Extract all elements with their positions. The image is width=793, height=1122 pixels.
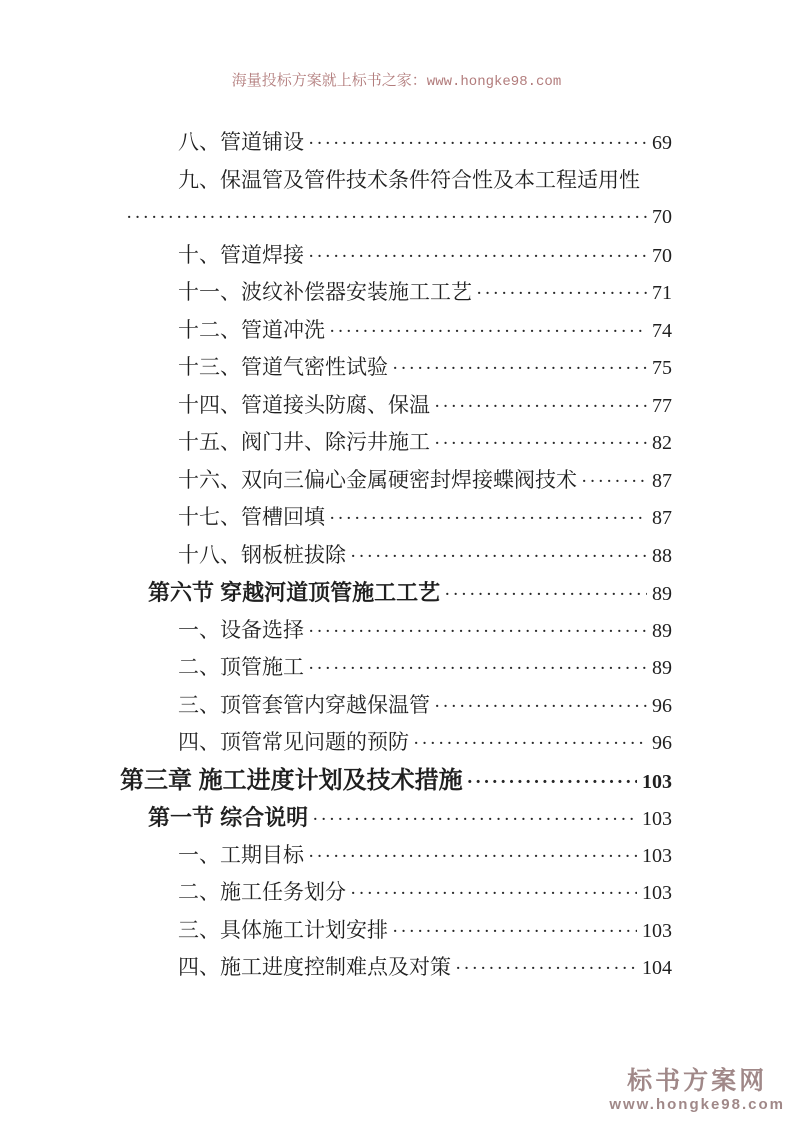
dot-leader xyxy=(434,425,647,464)
dot-leader xyxy=(581,463,647,502)
dot-leader xyxy=(312,801,637,840)
dot-leader xyxy=(308,838,637,877)
toc-page-number: 104 xyxy=(642,957,672,979)
toc-page-number: 89 xyxy=(652,657,672,679)
dot-leader xyxy=(350,538,647,577)
toc-entry xyxy=(120,499,672,537)
toc-entry xyxy=(120,537,672,575)
toc-entry-title: 十三、管道气密性试验 xyxy=(178,355,388,379)
dot-leader xyxy=(308,125,647,164)
toc-entry-title: 十、管道焊接 xyxy=(178,242,304,267)
toc-entry-title: 一、设备选择 xyxy=(178,617,304,642)
toc-page-number: 70 xyxy=(652,244,672,267)
toc-page-number: 69 xyxy=(652,132,672,154)
header-promo-url: www.hongke98.com xyxy=(426,74,562,90)
toc-entry-title: 四、顶管常见问题的预防 xyxy=(178,730,409,754)
watermark xyxy=(609,1067,785,1114)
dot-leader xyxy=(413,725,647,764)
toc-entry-title: 十四、管道接头防腐、保温 xyxy=(178,392,430,417)
toc-page-number: 89 xyxy=(652,583,672,605)
dot-leader xyxy=(308,238,647,277)
toc-entry-title: 十七、管槽回填 xyxy=(178,505,325,529)
toc-entry-title: 十六、双向三偏心金属硬密封焊接蝶阀技术 xyxy=(178,467,577,492)
toc-page-number: 71 xyxy=(652,282,672,304)
toc-entry-title: 九、保温管及管件技术条件符合性及本工程适用性 xyxy=(178,167,640,192)
toc-page-number: 88 xyxy=(652,544,672,567)
toc-page-number: 103 xyxy=(642,844,672,867)
toc-entry xyxy=(120,612,672,650)
toc-page-number: 96 xyxy=(652,732,672,754)
dot-leader xyxy=(444,576,647,615)
toc-entry-title: 十二、管道冲洗 xyxy=(178,317,325,342)
toc-entry xyxy=(120,837,672,875)
toc-entry xyxy=(120,274,672,312)
toc-entry xyxy=(120,237,672,275)
toc-entry xyxy=(120,874,672,912)
toc-entry xyxy=(120,312,672,350)
toc-entry xyxy=(120,162,672,200)
toc-page-number: 74 xyxy=(652,319,672,342)
toc-entry-title: 第一节 综合说明 xyxy=(148,805,309,830)
dot-leader xyxy=(392,350,647,389)
toc-page-number: 70 xyxy=(652,206,672,228)
dot-leader xyxy=(329,500,647,539)
dot-leader xyxy=(392,913,637,952)
dot-leader xyxy=(467,764,637,803)
dot-leader xyxy=(308,613,647,652)
toc-entry xyxy=(120,424,672,462)
toc-entry xyxy=(120,724,672,762)
watermark-site-name: 标书方案网 xyxy=(627,1067,768,1095)
toc-entry xyxy=(120,574,672,612)
toc-entry xyxy=(120,949,672,987)
toc-page-number: 103 xyxy=(642,770,672,793)
toc-page-number: 82 xyxy=(652,432,672,454)
toc-entry xyxy=(120,349,672,387)
dot-leader xyxy=(329,313,647,352)
toc-entry-title: 第三章 施工进度计划及技术措施 xyxy=(120,766,463,794)
dot-leader xyxy=(476,275,647,314)
toc-page-number: 103 xyxy=(642,808,672,830)
toc-entry-title: 第六节 穿越河道顶管施工工艺 xyxy=(148,580,441,605)
toc-entry xyxy=(120,462,672,500)
toc-page-number: 96 xyxy=(652,694,672,717)
toc-entry-title: 八、管道铺设 xyxy=(178,130,304,154)
toc-page-number: 89 xyxy=(652,619,672,642)
toc-page-number: 103 xyxy=(642,882,672,904)
header-promo-line xyxy=(0,70,793,93)
toc-entry-continuation xyxy=(120,199,672,237)
toc-page-number: 87 xyxy=(652,507,672,529)
toc-entry-title: 二、顶管施工 xyxy=(178,655,304,679)
toc-page-number: 75 xyxy=(652,357,672,379)
toc-page-number: 103 xyxy=(642,919,672,942)
toc-entry-title: 四、施工进度控制难点及对策 xyxy=(178,955,451,979)
toc-entry xyxy=(120,124,672,162)
dot-leader xyxy=(434,388,647,427)
toc-entry-title: 三、具体施工计划安排 xyxy=(178,917,388,942)
dot-leader xyxy=(455,950,637,989)
toc-page-number: 87 xyxy=(652,469,672,492)
toc-entry xyxy=(120,687,672,725)
toc-list xyxy=(120,124,672,987)
toc-entry-title: 一、工期目标 xyxy=(178,842,304,867)
toc-entry xyxy=(120,649,672,687)
dot-leader xyxy=(126,199,647,238)
toc-entry-title: 二、施工任务划分 xyxy=(178,880,346,904)
toc-entry-title: 十一、波纹补偿器安装施工工艺 xyxy=(178,280,472,304)
toc-page-number: 77 xyxy=(652,394,672,417)
dot-leader xyxy=(350,875,637,914)
watermark-site-url: www.hongke98.com xyxy=(609,1096,785,1113)
toc-entry xyxy=(120,762,672,800)
toc-entry xyxy=(120,912,672,950)
toc-entry xyxy=(120,799,672,837)
toc-entry-title: 十五、阀门井、除污井施工 xyxy=(178,430,430,454)
dot-leader xyxy=(434,688,647,727)
toc-entry-title: 十八、钢板桩拔除 xyxy=(178,542,346,567)
toc-entry-title: 三、顶管套管内穿越保温管 xyxy=(178,692,430,717)
dot-leader xyxy=(308,650,647,689)
header-promo-text: 海量投标方案就上标书之家： xyxy=(231,73,427,89)
toc-entry xyxy=(120,387,672,425)
